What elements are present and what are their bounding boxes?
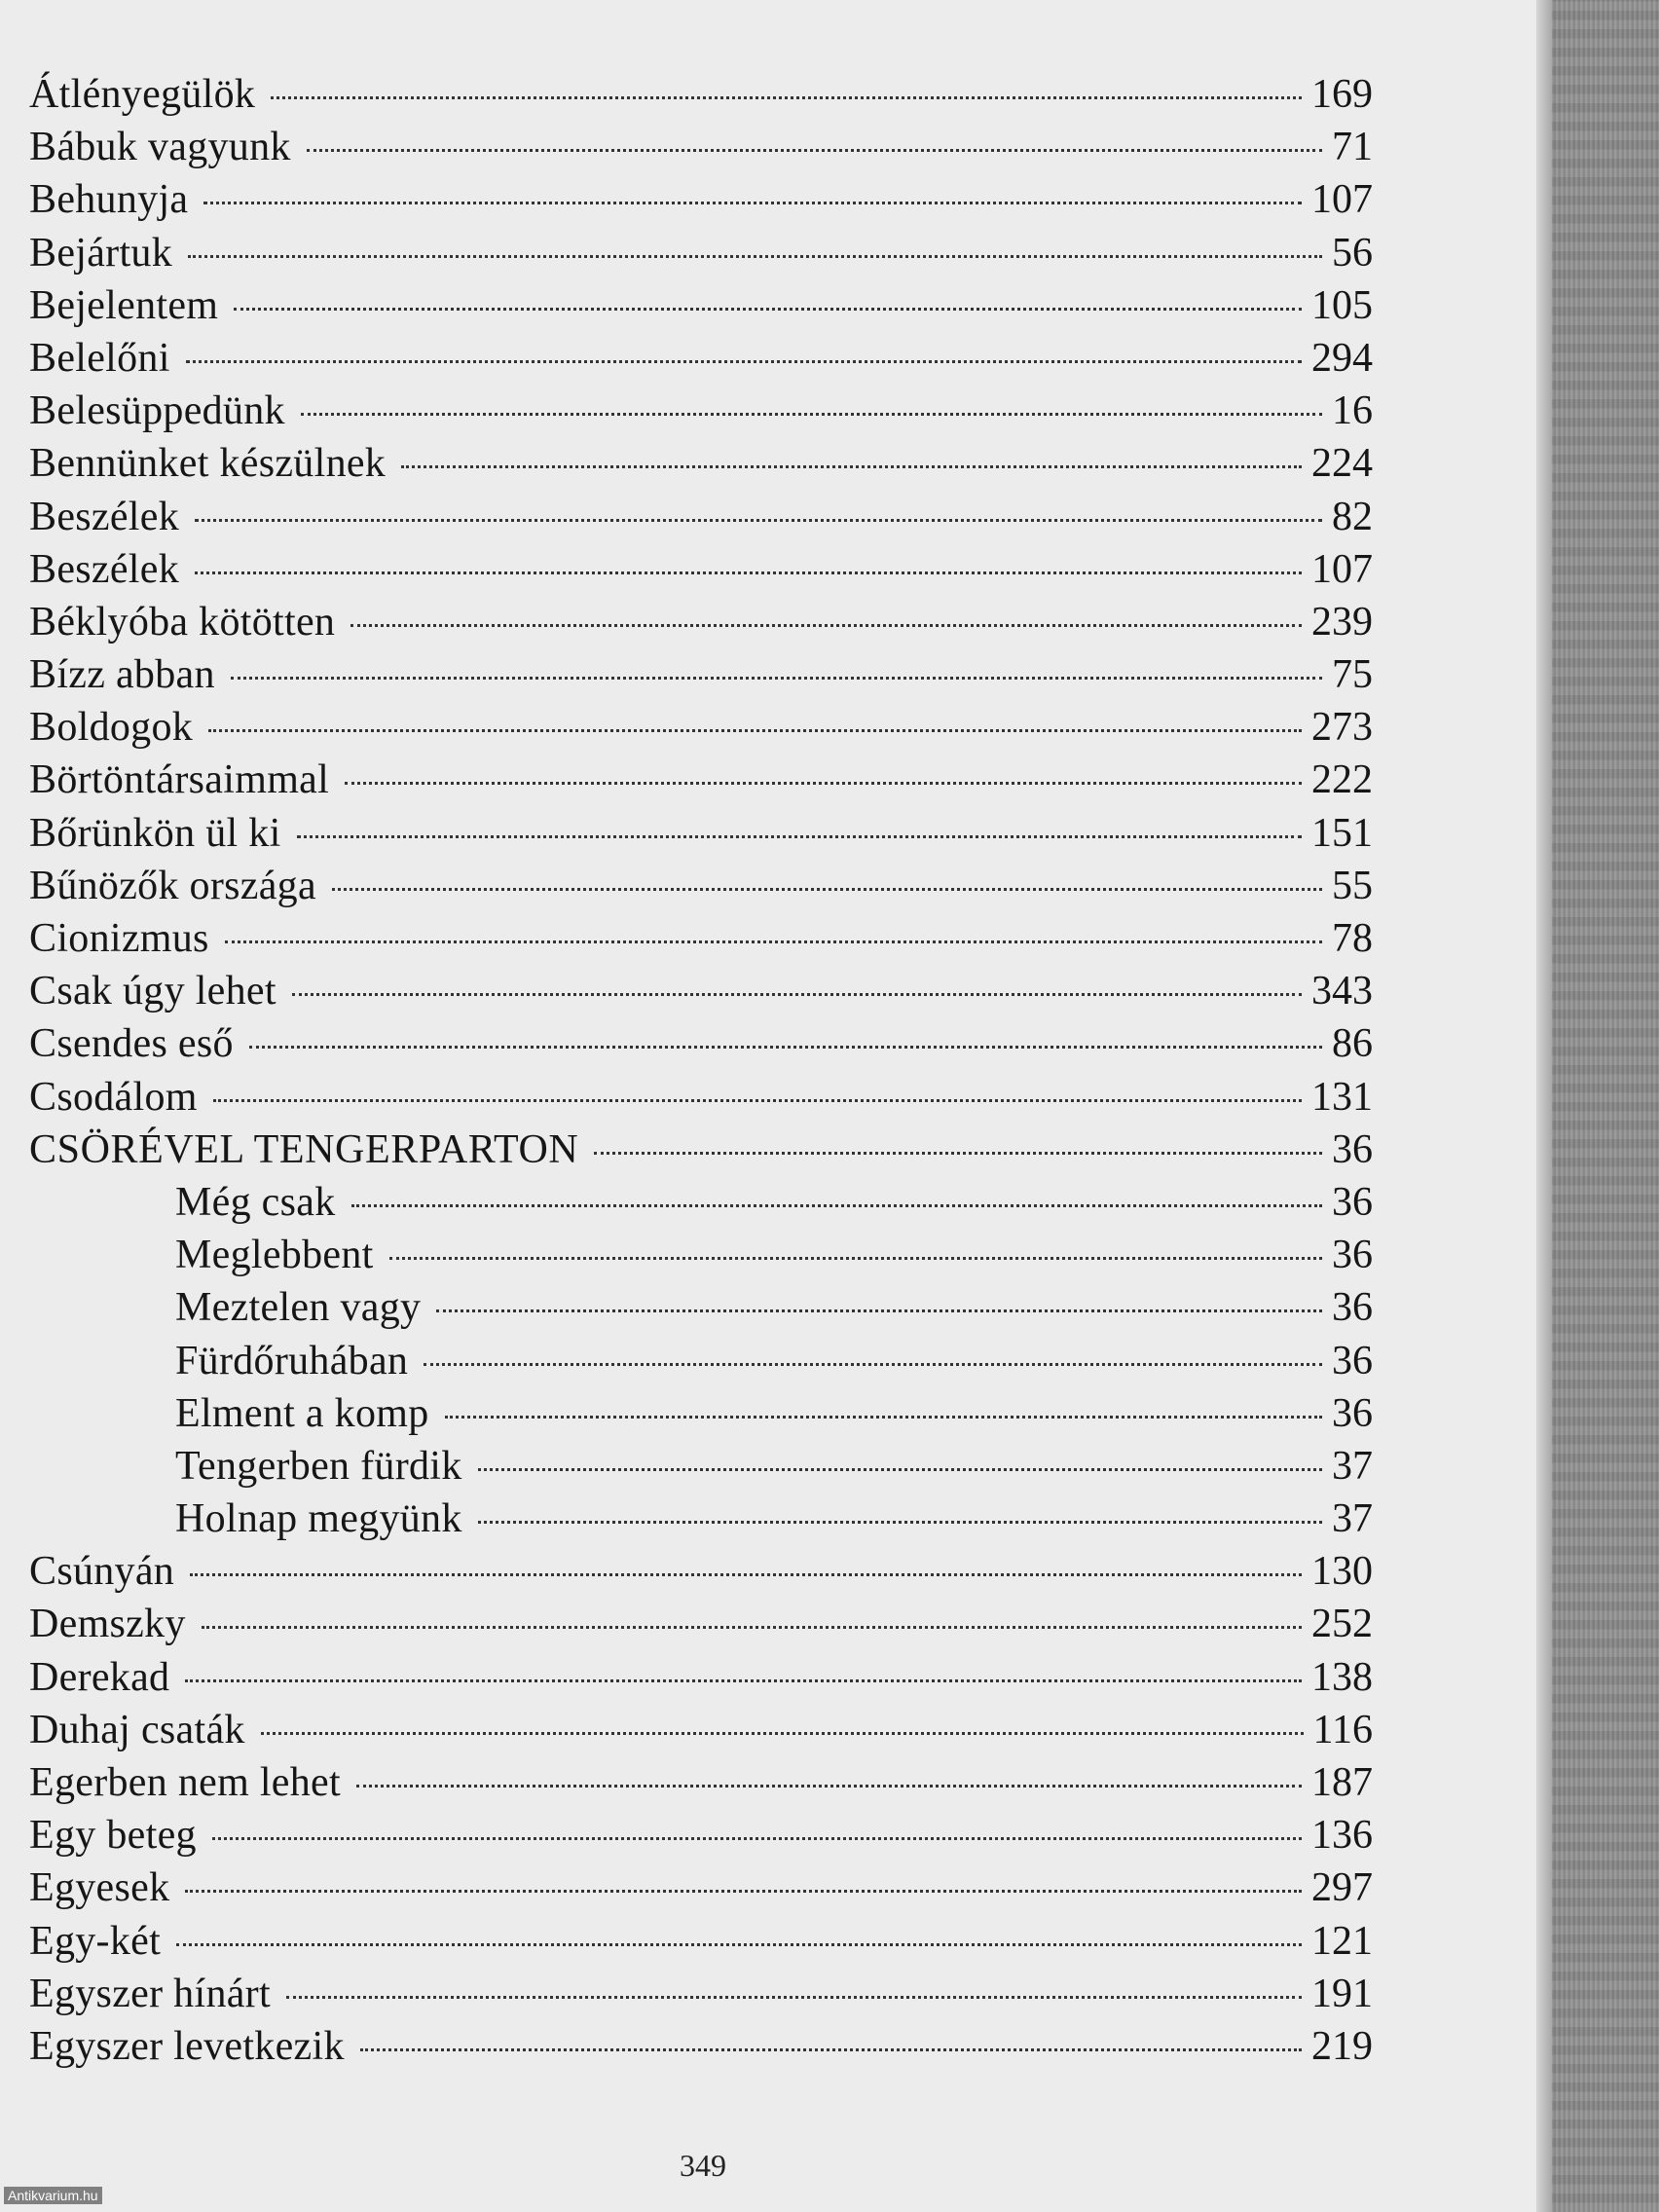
entry-page-number: 107 — [1311, 546, 1373, 592]
dot-leader — [234, 308, 1302, 311]
entry-title: Boldogok — [29, 705, 194, 751]
entry-title: Bízz abban — [29, 652, 215, 698]
entry-page-number: 136 — [1311, 1813, 1373, 1859]
dot-leader — [297, 835, 1302, 838]
dot-leader — [478, 1468, 1322, 1471]
entry-page-number: 191 — [1311, 1971, 1373, 2016]
entry-title: Elment a komp — [175, 1390, 429, 1436]
page-number: 349 — [680, 2148, 726, 2183]
dot-leader — [231, 677, 1322, 680]
entry-title: Egyesek — [29, 1865, 170, 1911]
toc-entry — [29, 1598, 1373, 1650]
dot-leader — [213, 1099, 1302, 1102]
entry-page-number: 219 — [1311, 2023, 1373, 2069]
entry-page-number: 297 — [1311, 1865, 1373, 1911]
dot-leader — [212, 1837, 1302, 1840]
entry-page-number: 224 — [1311, 441, 1373, 487]
entry-page-number: 36 — [1332, 1233, 1373, 1278]
dot-leader — [445, 1416, 1322, 1419]
dot-leader — [261, 1732, 1304, 1735]
dot-leader — [208, 729, 1302, 732]
entry-page-number: 36 — [1332, 1390, 1373, 1436]
dot-leader — [225, 940, 1322, 943]
toc-subentry — [29, 1176, 1373, 1229]
entry-title: Beszélek — [29, 546, 179, 592]
entry-title: Egerben nem lehet — [29, 1760, 341, 1805]
toc-entry — [29, 437, 1373, 490]
toc-entry — [29, 1017, 1373, 1070]
entry-title: Holnap megyünk — [175, 1496, 462, 1542]
entry-page-number: 273 — [1311, 705, 1373, 751]
toc-entry — [29, 860, 1373, 912]
toc-entry — [29, 491, 1373, 543]
toc-entry — [29, 121, 1373, 173]
dot-leader — [436, 1309, 1322, 1312]
toc-entry — [29, 965, 1373, 1017]
entry-page-number: 239 — [1311, 599, 1373, 645]
entry-page-number: 116 — [1312, 1707, 1373, 1752]
toc-entry — [29, 701, 1373, 754]
dot-leader — [185, 1890, 1302, 1893]
entry-page-number: 294 — [1311, 335, 1373, 381]
dot-leader — [185, 1679, 1302, 1682]
toc-subentry — [29, 1440, 1373, 1493]
dot-leader — [301, 413, 1322, 416]
dot-leader — [176, 1943, 1302, 1946]
toc-entry — [29, 648, 1373, 701]
background-surface — [1536, 0, 1659, 2212]
toc-entry — [29, 173, 1373, 226]
dot-leader — [478, 1521, 1322, 1524]
toc-subentry — [29, 1335, 1373, 1387]
dot-leader — [389, 1257, 1322, 1260]
entry-title: Bábuk vagyunk — [29, 125, 291, 170]
entry-title: Meztelen vagy — [175, 1285, 422, 1331]
entry-title: Béklyóba kötötten — [29, 599, 336, 645]
toc-subentry — [29, 1281, 1373, 1334]
dot-leader — [332, 888, 1322, 891]
entry-page-number: 71 — [1332, 125, 1373, 170]
entry-page-number: 78 — [1332, 916, 1373, 961]
dot-leader — [195, 519, 1322, 522]
entry-page-number: 56 — [1332, 230, 1373, 276]
entry-page-number: 37 — [1332, 1496, 1373, 1542]
entry-page-number: 75 — [1332, 652, 1373, 698]
entry-page-number: 36 — [1332, 1179, 1373, 1225]
entry-page-number: 16 — [1332, 388, 1373, 434]
entry-title: Duhaj csaták — [29, 1707, 245, 1752]
entry-title: Belesüppedünk — [29, 388, 285, 434]
toc-entry — [29, 1915, 1373, 1968]
entry-title: Átlényegülök — [29, 72, 256, 117]
entry-page-number: 105 — [1311, 282, 1373, 328]
toc-entry — [29, 912, 1373, 965]
dot-leader — [351, 1204, 1322, 1207]
entry-page-number: 131 — [1311, 1074, 1373, 1120]
entry-title: Csak úgy lehet — [29, 969, 276, 1014]
entry-title: Bejelentem — [29, 282, 219, 328]
toc-entry — [29, 1756, 1373, 1809]
dot-leader — [286, 1996, 1302, 1999]
entry-page-number: 36 — [1332, 1285, 1373, 1331]
toc-entry — [29, 1651, 1373, 1704]
dot-leader — [188, 255, 1322, 258]
entry-page-number: 36 — [1332, 1338, 1373, 1383]
dot-leader — [594, 1152, 1322, 1155]
entry-page-number: 343 — [1311, 969, 1373, 1014]
toc-entry — [29, 227, 1373, 279]
toc-entry — [29, 754, 1373, 806]
entry-page-number: 130 — [1311, 1549, 1373, 1595]
toc-entry — [29, 68, 1373, 121]
dot-leader — [350, 624, 1302, 627]
entry-title: Bőrünkön ül ki — [29, 810, 281, 856]
entry-title: Egyszer levetkezik — [29, 2023, 345, 2069]
entry-title: Tengerben fürdik — [175, 1443, 462, 1489]
entry-title: Bejártuk — [29, 230, 173, 276]
entry-title: Fürdőruhában — [175, 1338, 409, 1383]
entry-title: Bennünket készülnek — [29, 441, 387, 487]
toc-entry — [29, 1545, 1373, 1598]
entry-page-number: 37 — [1332, 1443, 1373, 1489]
entry-title: Csúnyán — [29, 1549, 175, 1595]
dot-leader — [195, 571, 1302, 574]
toc-entry — [29, 1704, 1373, 1756]
entry-title: Egy beteg — [29, 1813, 197, 1859]
entry-title: Derekad — [29, 1654, 170, 1700]
toc-entry — [29, 332, 1373, 385]
entry-page-number: 36 — [1332, 1126, 1373, 1172]
entry-page-number: 169 — [1311, 72, 1373, 117]
toc-entry — [29, 279, 1373, 332]
entry-page-number: 187 — [1311, 1760, 1373, 1805]
entry-title: Behunyja — [29, 177, 189, 223]
dot-leader — [202, 1626, 1302, 1629]
entry-page-number: 55 — [1332, 863, 1373, 908]
page-edge — [1536, 0, 1552, 2212]
toc-entry — [29, 596, 1373, 648]
entry-page-number: 107 — [1311, 177, 1373, 223]
entry-title: CSÖRÉVEL TENGERPARTON — [29, 1126, 579, 1172]
dot-leader — [345, 782, 1302, 785]
dot-leader — [203, 202, 1302, 204]
entry-title: Csodálom — [29, 1074, 198, 1120]
dot-leader — [307, 149, 1322, 152]
toc-entry — [29, 543, 1373, 596]
toc-subentry — [29, 1387, 1373, 1440]
toc-entry — [29, 2020, 1373, 2073]
dot-leader — [356, 1785, 1302, 1788]
entry-title: Demszky — [29, 1602, 186, 1647]
entry-title: Cionizmus — [29, 916, 209, 961]
toc-entry — [29, 385, 1373, 437]
entry-title: Egyszer hínárt — [29, 1971, 271, 2016]
dot-leader — [249, 1046, 1322, 1049]
entry-page-number: 222 — [1311, 757, 1373, 803]
entry-title: Egy-két — [29, 1918, 162, 1964]
dot-leader — [360, 2048, 1302, 2051]
entry-page-number: 121 — [1311, 1918, 1373, 1964]
toc-entry — [29, 1862, 1373, 1914]
entry-title: Beszélek — [29, 494, 179, 539]
dot-leader — [292, 993, 1302, 996]
toc-entry — [29, 807, 1373, 860]
entry-title: Bűnözők országa — [29, 863, 316, 908]
toc-entry — [29, 1124, 1373, 1176]
entry-title: Csendes eső — [29, 1021, 234, 1067]
entry-page-number: 82 — [1332, 494, 1373, 539]
toc-entry — [29, 1071, 1373, 1124]
dot-leader — [401, 465, 1302, 468]
dot-leader — [271, 96, 1302, 99]
toc-entry — [29, 1968, 1373, 2020]
dot-leader — [186, 360, 1302, 363]
entry-title: Még csak — [175, 1179, 336, 1225]
toc-entry — [29, 1809, 1373, 1862]
entry-title: Belelőni — [29, 335, 170, 381]
dot-leader — [190, 1573, 1302, 1576]
entry-page-number: 151 — [1311, 810, 1373, 856]
entry-page-number: 252 — [1311, 1602, 1373, 1647]
dot-leader — [424, 1363, 1322, 1366]
entry-title: Börtöntársaimmal — [29, 757, 330, 803]
entry-page-number: 86 — [1332, 1021, 1373, 1067]
entry-title: Meglebbent — [175, 1233, 374, 1278]
table-of-contents — [29, 68, 1373, 2073]
entry-page-number: 138 — [1311, 1654, 1373, 1700]
toc-subentry — [29, 1493, 1373, 1545]
watermark-text: Antikvarium.hu — [4, 2187, 102, 2204]
toc-subentry — [29, 1229, 1373, 1281]
